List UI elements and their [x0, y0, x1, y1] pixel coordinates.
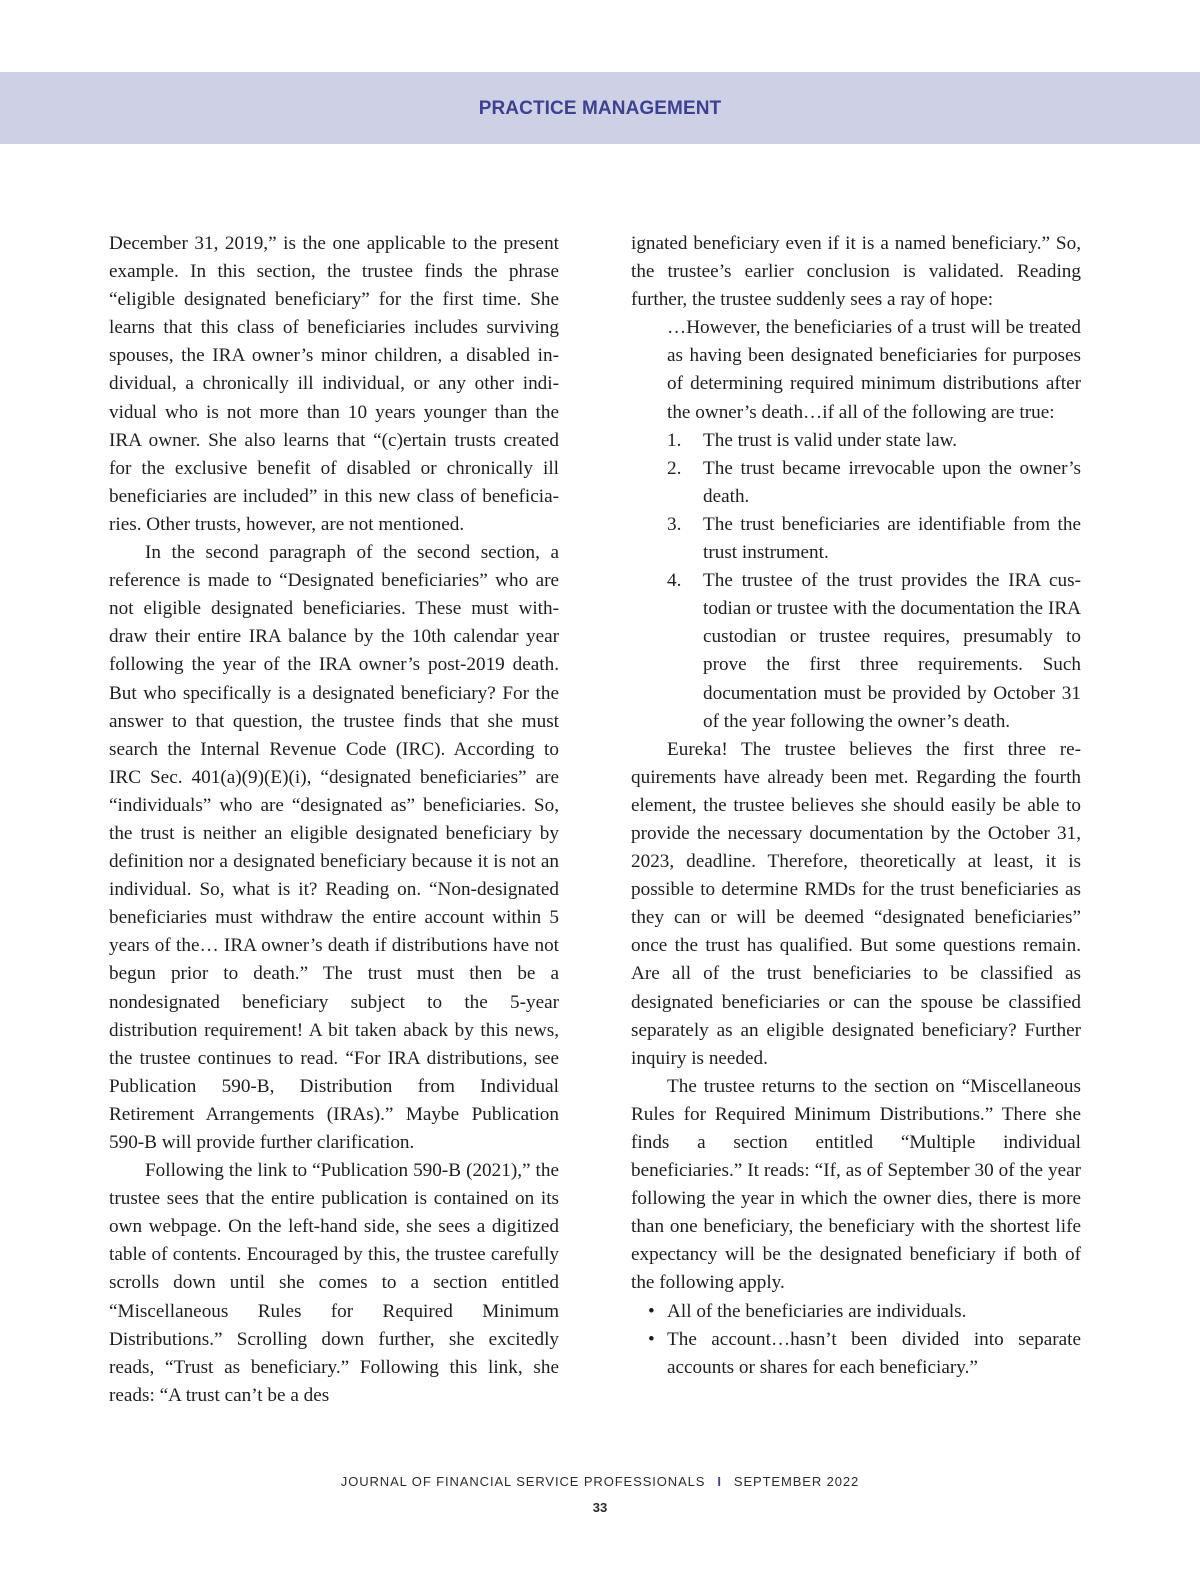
list-item [648, 1298, 1081, 1326]
section-title: PRACTICE MANAGEMENT [478, 98, 722, 119]
list-item-text: The trust became irrevocable upon the owner’s death. [703, 457, 1081, 507]
running-footer [0, 1474, 1200, 1489]
body-paragraph: The trustee returns to the section on “Miscellaneous Rules for Required Minimum Distributions.” There she finds a section entitled “Multiple individual beneficiaries.” It reads: “If, as of September 30 of the year following the year in which the owner dies, there is more than one beneficiary, the beneficiary with the shortest life expectancy will be the designated beneficiary if both of the following apply. [631, 1075, 1081, 1294]
list-item-text: The trustee of the trust provides the IRA custodian or trustee with the documentation the IRA custodian or trustee requires, presumably to prove the first three requirements. Such documentation must be provided by October 31 of the year following the owner’s death. [703, 570, 1081, 732]
bullet-marker: • [648, 1300, 655, 1322]
right-column [631, 230, 1081, 1382]
list-item-text: The trust is valid under state law. [703, 429, 957, 451]
list-item [648, 1326, 1081, 1382]
body-paragraph: Following the link to “Publication 590-B (2021),” the trustee sees that the entire publication is contained on its own webpage. On the left-hand side, she sees a digitized table of contents. Encouraged by this, the trustee carefully scrolls down until she comes to a section entitled “Miscellaneous Rules for Required Minimum Distributions.” Scrolling down further, she excitedly reads, “Trust as beneficiary.” Following this link, she reads: “A trust can’t be a des [109, 1160, 559, 1406]
list-item [667, 567, 1081, 736]
block-quote: …However, the beneficiaries of a trust will be treated as having been designated beneficiaries for purposes of determining required minimum distributions after the owner’s death…if all of the following are true: [667, 317, 1081, 423]
list-marker: 4. [667, 570, 682, 592]
list-item-text: The trust beneficiaries are identifiable from the trust instrument. [703, 513, 1081, 564]
body-paragraph: In the second paragraph of the second section, a reference is made to “Designated beneficiaries” who are not eligible designated beneficiaries. These must withdraw their entire IRA balance by the 10th calendar year following the year of the IRA owner’s post-2019 death. But who specifically is a designated beneficiary? For the answer to that question, the trustee finds that she must search the Internal Revenue Code (IRC). According to IRC Sec. 401(a)(9)(E)(i), “designated beneficiaries” are “individuals” who are “designated as” beneficiaries. So, the trust is neither an eligible designated beneficiary by definition nor a designated beneficiary because it is not an individual. So, what is it? Reading on. “Non-designated beneficiaries must withdraw the entire account within 5 years of the… IRA owner’s death if distributions have not begun prior to death.” The trust must then be a nondesignated beneficiary subject to the 5-year distribution requirement! A bit taken aback by this news, the trustee continues to read. “For IRA distributions, see Publication 590-B, Distribution from Individual Retirement Arrangements (IRAs).” Maybe Publication 590-B will provide further clarification. [109, 542, 559, 1153]
list-marker: 3. [667, 513, 682, 535]
page-number: 33 [592, 1500, 608, 1515]
body-paragraph: December 31, 2019,” is the one applicable to the present example. In this section, the trustee finds the phrase “eligible designated beneficiary” for the first time. She learns that this class of beneficiaries includes surviving spouses, the IRA owner’s minor children, a disabled individual, a chronically ill individual, or any other individual who is not more than 10 years younger than the IRA owner. She also learns that “(c)ertain trusts created for the exclusive benefit of disabled or chronically ill beneficiaries are included” in this new class of beneficiaries. Other trusts, however, are not mentioned. [109, 233, 559, 535]
list-item-text: The account…hasn’t been divided into separate accounts or shares for each beneficiary.” [667, 1328, 1081, 1378]
list-marker: 1. [667, 429, 682, 451]
issue-date: SEPTEMBER 2022 [733, 1474, 860, 1489]
journal-name: JOURNAL OF FINANCIAL SERVICE PROFESSIONALS [340, 1474, 706, 1489]
list-item [667, 511, 1081, 567]
body-paragraph: Eureka! The trustee believes the first three requirements have already been met. Regarding the fourth element, the trustee believes she should easily be able to provide the necessary documentation by the October 31, 2023, deadline. Therefore, theoretically at least, it is possible to determine RMDs for the trust beneficiaries as they can or will be deemed “designated beneficiaries” once the trust has qualified. But some questions remain. Are all of the trust beneficiaries to be classified as designated beneficiaries or can the spouse be classified separately as an eligible designated beneficiary? Further inquiry is needed. [631, 738, 1081, 1069]
left-column [109, 230, 559, 1410]
section-header-band [0, 72, 1200, 144]
footer-separator: I [717, 1474, 722, 1489]
list-marker: 2. [667, 457, 682, 479]
body-paragraph: ignated beneficiary even if it is a named beneficiary.” So, the trustee’s earlier conclusion is validated. Reading further, the trustee suddenly sees a ray of hope: [631, 233, 1081, 311]
list-item [667, 427, 1081, 455]
bullet-marker: • [648, 1328, 655, 1350]
bullet-list [648, 1298, 1081, 1382]
list-item [667, 455, 1081, 511]
numbered-list [667, 427, 1081, 736]
list-item-text: All of the beneficiaries are individuals. [667, 1300, 967, 1322]
